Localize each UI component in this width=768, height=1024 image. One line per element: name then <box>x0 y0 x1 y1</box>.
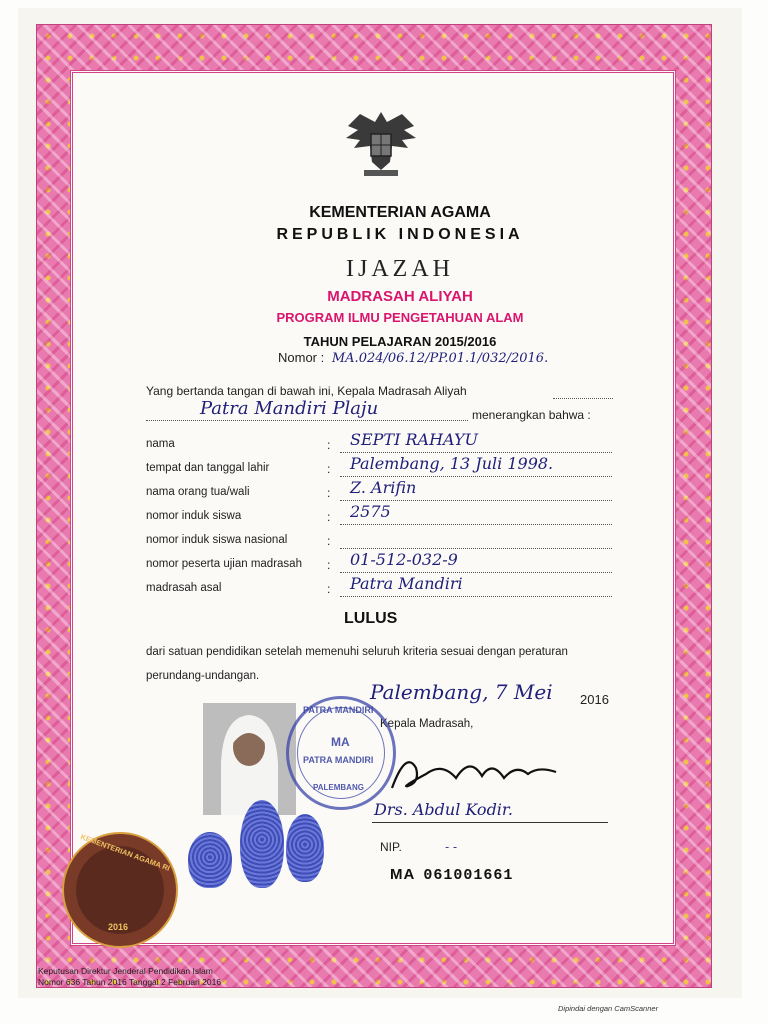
field-label: nomor peserta ujian madrasah <box>146 558 302 570</box>
stamp-ring-text: PATRA MANDIRI <box>303 705 374 715</box>
field-label: nama orang tua/wali <box>146 486 250 498</box>
field-colon: : <box>327 510 331 524</box>
stamp-bottom-text: PALEMBANG <box>313 783 364 792</box>
document-title: IJAZAH <box>346 256 454 282</box>
school-name: Patra Mandiri Plaju <box>200 398 379 419</box>
stamp-center-top: MA <box>331 735 350 749</box>
official-name: Drs. Abdul Kodir. <box>374 800 513 819</box>
field-colon: : <box>327 438 331 452</box>
thumbprint <box>240 800 284 888</box>
field-label: tempat dan tanggal lahir <box>146 462 270 474</box>
intro-line: Yang bertanda tangan di bawah ini, Kepala Madrasah Aliyah <box>146 384 467 398</box>
result-status: LULUS <box>344 610 398 627</box>
garuda-emblem-icon <box>340 104 422 184</box>
student-photo <box>203 703 296 815</box>
field-colon: : <box>327 534 331 548</box>
school-type: MADRASAH ALIYAH <box>327 288 473 305</box>
field-value: Patra Mandiri <box>350 574 463 593</box>
nip-value: - - <box>445 840 458 854</box>
field-label: nama <box>146 438 175 450</box>
serial-value: 061001661 <box>423 867 514 884</box>
serial-prefix: MA <box>390 866 416 883</box>
dotted-line <box>146 420 468 421</box>
place-date: Palembang, 7 Mei <box>370 680 553 704</box>
signature-line <box>372 822 608 823</box>
headmaster-signature <box>386 748 566 794</box>
field-colon: : <box>327 582 331 596</box>
number-label: Nomor : <box>278 350 325 365</box>
republic-title: REPUBLIK INDONESIA <box>276 226 524 243</box>
field-value: 01-512-032-9 <box>350 550 458 569</box>
seal-year: 2016 <box>108 922 129 932</box>
thumbprint <box>286 814 324 882</box>
dotted-line <box>340 452 612 453</box>
intro-tail: menerangkan bahwa : <box>472 408 591 422</box>
dotted-line <box>340 500 612 501</box>
dotted-line <box>340 596 612 597</box>
field-colon: : <box>327 486 331 500</box>
academic-year: TAHUN PELAJARAN 2015/2016 <box>303 334 497 349</box>
signature-year: 2016 <box>580 692 609 707</box>
field-colon: : <box>327 462 331 476</box>
ministry-title: KEMENTERIAN AGAMA <box>309 204 491 221</box>
footer-decree-line2: Nomor 636 Tahun 2016 Tanggal 2 Februari 2016 <box>38 977 222 987</box>
field-label: madrasah asal <box>146 582 222 594</box>
dotted-line <box>340 476 612 477</box>
ministry-seal <box>62 832 178 948</box>
thumbprint <box>188 832 232 888</box>
seal-text: KEMENTERIAN AGAMA RI <box>79 832 172 873</box>
field-colon: : <box>327 558 331 572</box>
dotted-line <box>340 548 612 549</box>
nip <box>380 840 457 854</box>
footer-decree-line1: Keputusan Direktur Jenderal Pendidikan Islam <box>38 966 213 976</box>
stamp-center-mid: PATRA MANDIRI <box>303 755 374 765</box>
nip-label: NIP. <box>380 840 402 854</box>
field-label: nomor induk siswa nasional <box>146 534 288 546</box>
signatory-position: Kepala Madrasah, <box>380 718 474 730</box>
result-statement: dari satuan pendidikan setelah memenuhi seluruh kriteria sesuai dengan peraturan perundang-undangan. <box>146 646 568 682</box>
field-label: nomor induk siswa <box>146 510 242 522</box>
scanner-note: Dipindai dengan CamScanner <box>558 1004 659 1013</box>
study-program: PROGRAM ILMU PENGETAHUAN ALAM <box>276 310 524 325</box>
certificate-number <box>278 350 548 366</box>
number-value: MA.024/06.12/PP.01.1/032/2016. <box>331 351 549 366</box>
dotted-line <box>340 572 612 573</box>
school-stamp <box>286 696 396 810</box>
field-value: SEPTI RAHAYU <box>350 430 478 449</box>
field-value: 2575 <box>350 502 391 521</box>
serial-number <box>390 866 513 884</box>
field-value: Z. Arifin <box>350 478 417 497</box>
dotted-line <box>553 398 613 399</box>
dotted-line <box>340 524 612 525</box>
field-value: Palembang, 13 Juli 1998. <box>350 454 554 473</box>
